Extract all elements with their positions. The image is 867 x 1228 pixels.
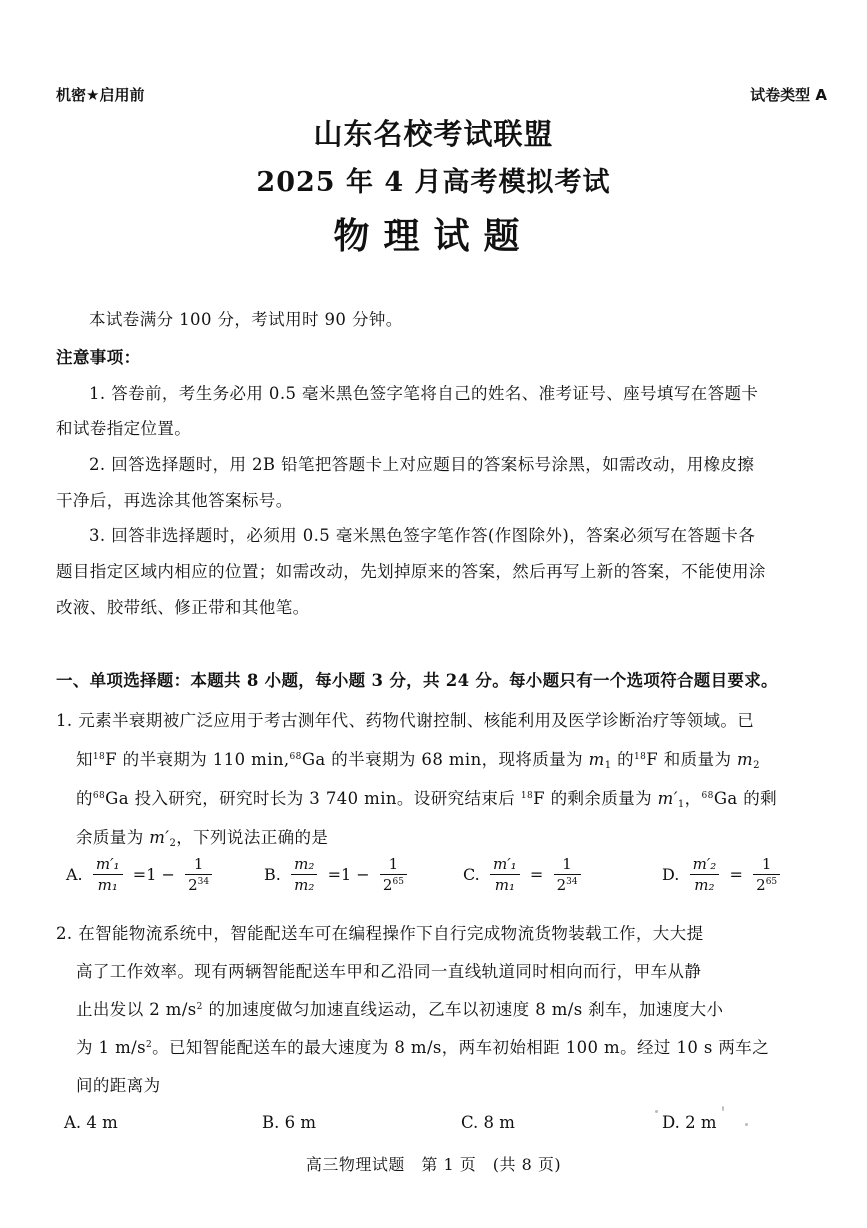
notice-heading: 注意事项： — [56, 348, 141, 367]
q1-line-3: 的$^{68}$Ga 投入研究，研究时长为 3 740 min。设研究结束后 $^{18}$F 的剩余质量为 $m'_1$，$^{68}$Ga 的剩 — [76, 789, 778, 810]
q2-option-d: D. 2 m — [662, 1113, 717, 1132]
q1-option-c: C. $\frac{\text{m′₁}}{\text{m₁}}$ = $\frac{1}{2^{34}}$ — [461, 855, 584, 894]
section-1-heading: 一、单项选择题：本题共 8 小题，每小题 3 分，共 24 分。每小题只有一个选项符合题目要求。 — [56, 671, 778, 690]
exam-date-title: 2025 年 4 月高考模拟考试 — [256, 167, 611, 198]
q2-line-3: 止出发以 2 $m/s^2$ 的加速度做匀加速直线运动，乙车以初速度 8 m/s 刹车，加速度大小 — [76, 1000, 724, 1019]
q2-line-1: 2. 在智能物流系统中，智能配送车可在编程操作下自行完成物流货物装载工作，大大提 — [56, 924, 704, 943]
q2-line-4: 为 1 $m/s^2$。已知智能配送车的最大速度为 8 m/s，两车初始相距 100 m。经过 10 s 两车之 — [76, 1038, 770, 1057]
notice-item-3-line-1: 3. 回答非选择题时，必须用 0.5 毫米黑色签字笔作答(作图除外)，答案必须写在答题卡各 — [89, 526, 756, 545]
notice-item-1-line-1: 1. 答卷前，考生务必用 0.5 毫米黑色签字笔将自己的姓名、准考证号、座号填写在答题卡 — [89, 384, 759, 403]
scan-speck — [745, 1123, 748, 1126]
q1-option-a: A. $\frac{\text{m′₁}}{\text{m₁}}$ =1 − $\frac{1}{2^{34}}$ — [64, 855, 215, 894]
q1-line-2: 知$^{18}$F 的半衰期为 110 min,$^{68}$Ga 的半衰期为 68 min，现将质量为 $m_1$ 的$^{18}$F 和质量为 $m_2$ — [76, 750, 760, 771]
q1-option-b: B. $\frac{\text{m₂}}{\text{m₂}}$ =1 − $\frac{1}{2^{65}}$ — [262, 855, 410, 894]
scan-speck — [722, 1106, 724, 1111]
notice-item-2-line-1: 2. 回答选择题时，用 2B 铅笔把答题卡上对应题目的答案标号涂黑，如需改动，用橡皮擦 — [89, 455, 755, 474]
scan-speck — [655, 1110, 658, 1113]
confidential-label: 机密★启用前 — [56, 86, 145, 104]
notice-item-2-line-2: 干净后，再选涂其他答案标号。 — [56, 491, 293, 510]
q2-line-5: 间的距离为 — [76, 1076, 161, 1095]
notice-item-3-line-2: 题目指定区域内相应的位置；如需改动，先划掉原来的答案，然后再写上新的答案，不能使用涂 — [56, 562, 766, 581]
exam-intro: 本试卷满分 100 分，考试用时 90 分钟。 — [89, 310, 403, 329]
q1-line-4: 余质量为 $m'_2$，下列说法正确的是 — [76, 828, 329, 849]
page-footer: 高三物理试题 第 1 页 (共 8 页) — [305, 1155, 562, 1174]
q2-line-2: 高了工作效率。现有两辆智能配送车甲和乙沿同一直线轨道同时相向而行，甲车从静 — [76, 962, 702, 981]
exam-alliance-title: 山东名校考试联盟 — [313, 117, 554, 151]
q2-option-b: B. 6 m — [262, 1113, 317, 1132]
notice-item-1-line-2: 和试卷指定位置。 — [56, 419, 192, 438]
q1-option-d: D. $\frac{\text{m′₂}}{\text{m₂}}$ = $\frac{1}{2^{65}}$ — [660, 855, 783, 894]
paper-type-label: 试卷类型 A — [750, 86, 827, 104]
q2-option-a: A. 4 m — [64, 1113, 118, 1132]
q2-option-c: C. 8 m — [461, 1113, 515, 1132]
subject-title: 物理试题 — [333, 215, 534, 257]
notice-item-3-line-3: 改液、胶带纸、修正带和其他笔。 — [56, 598, 310, 617]
q1-line-1: 1. 元素半衰期被广泛应用于考古测年代、药物代谢控制、核能利用及医学诊断治疗等领域。已 — [56, 711, 755, 730]
